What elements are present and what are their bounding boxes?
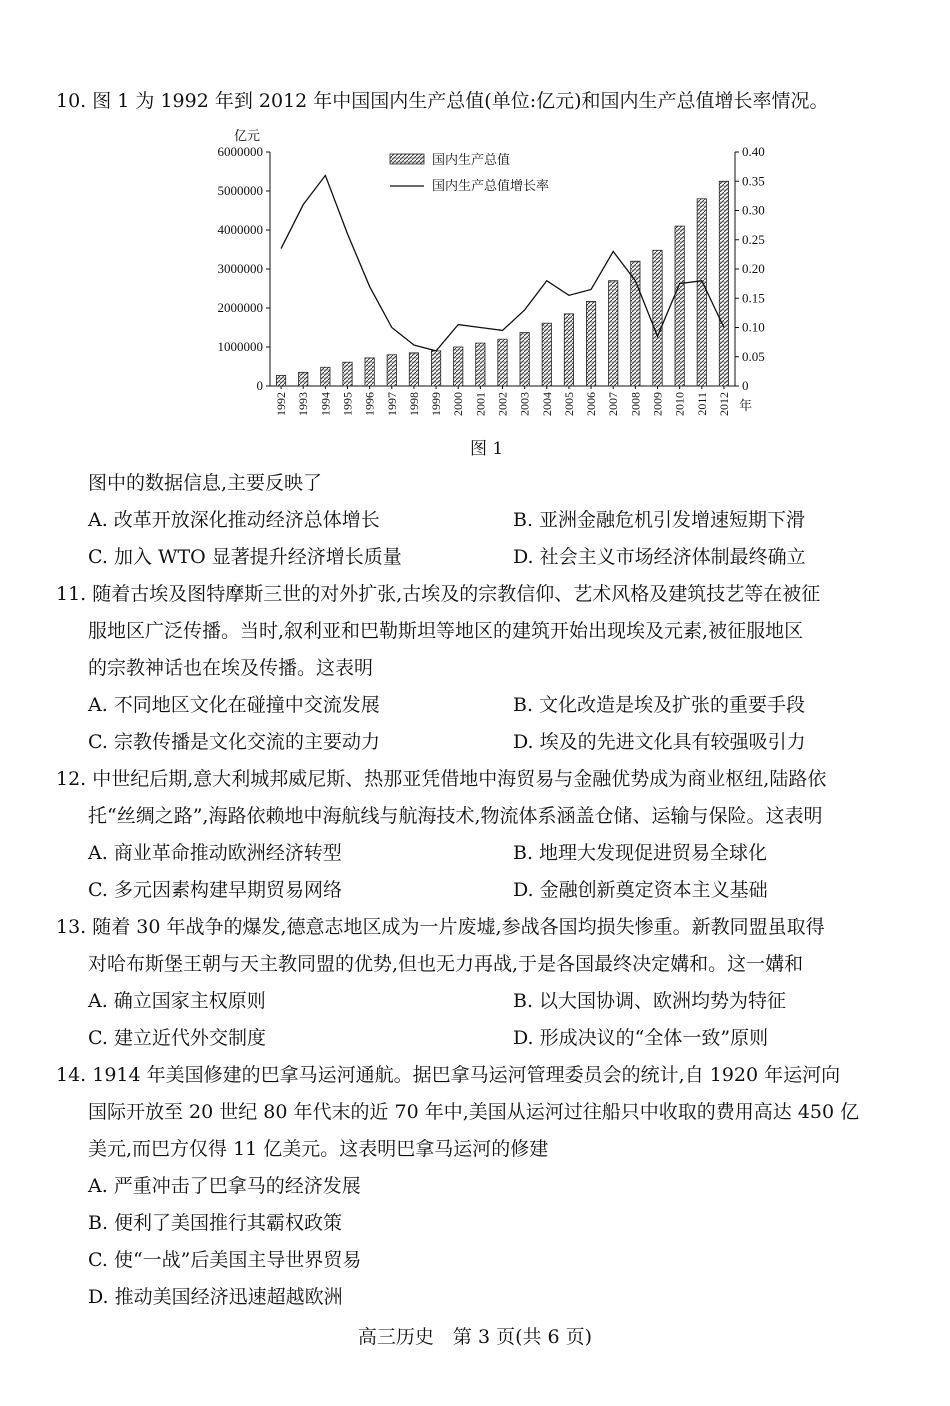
- gdp-bar-1999: [431, 351, 440, 386]
- left-tick-label: 3000000: [217, 261, 263, 276]
- legend-bar-swatch: [390, 154, 424, 164]
- page-footer: 高三历史 第 3 页(共 6 页): [357, 1326, 593, 1348]
- left-tick-label: 1000000: [217, 339, 263, 354]
- gdp-bar-2010: [675, 226, 684, 386]
- q10-option-b[interactable]: B. 亚洲金融危机引发增速短期下滑: [513, 509, 806, 531]
- x-tick-label: 2003: [517, 392, 532, 416]
- x-axis-unit: 年: [739, 398, 753, 413]
- x-tick-label: 2002: [495, 392, 510, 416]
- x-tick-label: 1999: [429, 392, 444, 416]
- q14-option-c[interactable]: C. 使“一战”后美国主导世界贸易: [88, 1249, 362, 1271]
- right-tick-label: 0.35: [742, 173, 765, 189]
- q10-prompt: 图中的数据信息,主要反映了: [88, 472, 323, 494]
- q14-option-a[interactable]: A. 严重冲击了巴拿马的经济发展: [88, 1175, 361, 1197]
- q13-option-b[interactable]: B. 以大国协调、欧洲均势为特征: [513, 990, 787, 1012]
- q14-stem-line-1: 14. 1914 年美国修建的巴拿马运河通航。据巴拿马运河管理委员会的统计,自 1920 年运河向: [56, 1064, 841, 1086]
- q11-stem-line-1: 11. 随着古埃及图特摩斯三世的对外扩张,古埃及的宗教信仰、艺术风格及建筑技艺等在被征: [56, 583, 821, 605]
- x-tick-label: 2010: [672, 392, 687, 416]
- q14-option-b[interactable]: B. 便利了美国推行其霸权政策: [88, 1212, 343, 1234]
- q11-stem-line-2: 服地区广泛传播。当时,叙利亚和巴勒斯坦等地区的建筑开始出现埃及元素,被征服地区: [88, 620, 804, 642]
- q12-option-c[interactable]: C. 多元因素构建早期贸易网络: [88, 879, 342, 901]
- x-tick-label: 2005: [561, 392, 576, 416]
- q13-option-d[interactable]: D. 形成决议的“全体一致”原则: [513, 1027, 769, 1049]
- q13-option-a[interactable]: A. 确立国家主权原则: [88, 990, 266, 1012]
- x-tick-label: 1998: [406, 392, 421, 416]
- q10-option-c[interactable]: C. 加入 WTO 显著提升经济增长质量: [88, 546, 402, 568]
- x-tick-label: 2012: [716, 392, 731, 416]
- q12-option-b[interactable]: B. 地理大发现促进贸易全球化: [513, 842, 768, 864]
- right-tick-label: 0.15: [742, 290, 765, 306]
- gdp-bar-2011: [697, 199, 706, 386]
- right-tick-label: 0.10: [742, 319, 765, 335]
- left-tick-label: 4000000: [217, 222, 263, 237]
- q12-stem-line-1: 12. 中世纪后期,意大利城邦威尼斯、热那亚凭借地中海贸易与金融优势成为商业枢纽,陆路依: [56, 768, 827, 790]
- left-tick-label: 5000000: [217, 183, 263, 198]
- gdp-bar-2006: [586, 301, 595, 386]
- x-tick-label: 2001: [473, 392, 488, 416]
- x-tick-label: 1995: [340, 392, 355, 416]
- gdp-chart: [200, 120, 780, 430]
- left-axis-unit: 亿元: [234, 128, 261, 143]
- gdp-bar-1994: [321, 367, 330, 386]
- gdp-bar-2004: [542, 323, 551, 386]
- chart-caption: 图 1: [470, 439, 504, 459]
- left-tick-label: 6000000: [217, 144, 263, 159]
- q12-option-a[interactable]: A. 商业革命推动欧洲经济转型: [88, 842, 342, 864]
- q11-option-a[interactable]: A. 不同地区文化在碰撞中交流发展: [88, 694, 380, 716]
- x-tick-label: 2009: [650, 392, 665, 416]
- gdp-bar-2000: [454, 347, 463, 386]
- gdp-bar-1998: [409, 353, 418, 386]
- x-tick-label: 2011: [694, 392, 709, 416]
- right-tick-label: 0.30: [742, 202, 765, 218]
- gdp-bar-1993: [299, 372, 308, 386]
- q10-stem: 10. 图 1 为 1992 年到 2012 年中国国内生产总值(单位:亿元)和国内生产总值增长率情况。: [56, 90, 829, 112]
- x-tick-label: 1997: [384, 392, 399, 416]
- right-tick-label: 0.20: [742, 261, 765, 276]
- q13-stem-line-2: 对哈布斯堡王朝与天主教同盟的优势,但也无力再战,于是各国最终决定媾和。这一媾和: [88, 953, 804, 975]
- gdp-bar-2012: [719, 181, 728, 386]
- left-tick-label: 0: [256, 378, 263, 393]
- x-tick-label: 2007: [606, 392, 621, 416]
- gdp-bar-2001: [476, 343, 485, 386]
- q11-stem-line-3: 的宗教神话也在埃及传播。这表明: [88, 657, 374, 679]
- q13-option-c[interactable]: C. 建立近代外交制度: [88, 1027, 266, 1049]
- gdp-bar-1992: [276, 375, 285, 386]
- gdp-bar-2009: [653, 250, 662, 386]
- gdp-bar-2005: [564, 314, 573, 386]
- q11-option-d[interactable]: D. 埃及的先进文化具有较强吸引力: [513, 731, 806, 753]
- right-tick-label: 0.25: [742, 231, 765, 247]
- gdp-bar-2007: [609, 281, 618, 386]
- x-tick-label: 1992: [274, 392, 289, 416]
- right-tick-label: 0.05: [742, 348, 765, 364]
- q11-option-c[interactable]: C. 宗教传播是文化交流的主要动力: [88, 731, 380, 753]
- q12-stem-line-2: 托“丝绸之路”,海路依赖地中海航线与航海技术,物流体系涵盖仓储、运输与保险。这表明: [88, 805, 823, 827]
- x-tick-label: 1993: [296, 392, 311, 416]
- x-tick-label: 1994: [318, 392, 333, 416]
- q12-option-d[interactable]: D. 金融创新奠定资本主义基础: [513, 879, 768, 901]
- legend-bar-label: 国内生产总值: [432, 152, 511, 167]
- gdp-bar-1997: [387, 355, 396, 386]
- x-tick-label: 2008: [628, 392, 643, 416]
- q10-option-d[interactable]: D. 社会主义市场经济体制最终确立: [513, 546, 806, 568]
- gdp-bar-2003: [520, 333, 529, 386]
- x-tick-label: 2006: [584, 392, 599, 416]
- q14-stem-line-3: 美元,而巴方仅得 11 亿美元。这表明巴拿马运河的修建: [88, 1138, 549, 1160]
- gdp-bar-1995: [343, 362, 352, 386]
- right-tick-label: 0: [742, 378, 749, 393]
- q11-option-b[interactable]: B. 文化改造是埃及扩张的重要手段: [513, 694, 806, 716]
- gdp-bar-2002: [498, 339, 507, 386]
- q13-stem-line-1: 13. 随着 30 年战争的爆发,德意志地区成为一片废墟,参战各国均损失惨重。新教同盟虽取得: [56, 916, 825, 938]
- x-tick-label: 2004: [539, 392, 554, 416]
- legend-line-label: 国内生产总值增长率: [432, 178, 550, 193]
- q14-option-d[interactable]: D. 推动美国经济迅速超越欧洲: [88, 1286, 343, 1308]
- x-tick-label: 1996: [362, 392, 377, 416]
- q10-option-a[interactable]: A. 改革开放深化推动经济总体增长: [88, 509, 380, 531]
- q14-stem-line-2: 国际开放至 20 世纪 80 年代末的近 70 年中,美国从运河过往船只中收取的费用高达 450 亿: [88, 1101, 860, 1123]
- x-tick-label: 2000: [451, 392, 466, 416]
- left-tick-label: 2000000: [217, 300, 263, 315]
- right-tick-label: 0.40: [742, 144, 765, 159]
- gdp-bar-1996: [365, 358, 374, 386]
